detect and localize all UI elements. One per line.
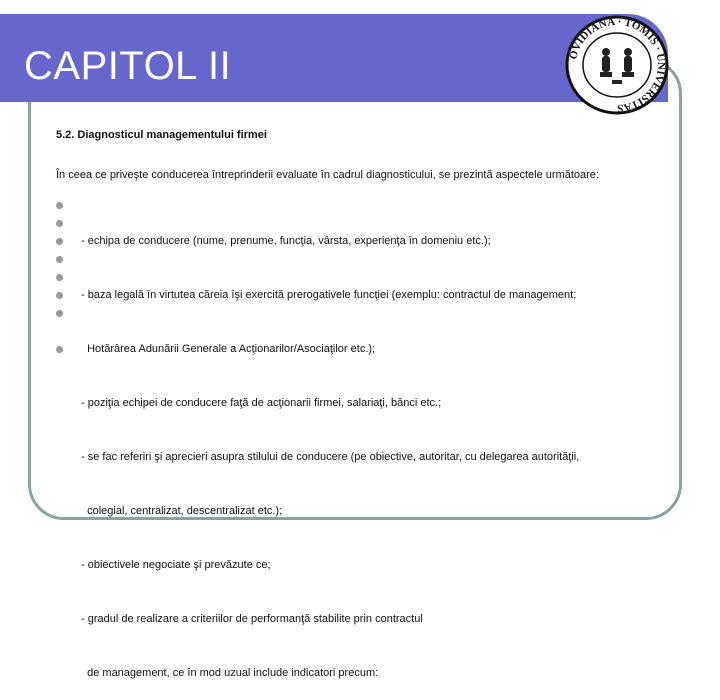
bullet-icon [56, 274, 63, 281]
list-item: colegial, centralizat, descentralizat etc.); [81, 505, 283, 517]
bullet-icon [56, 220, 63, 227]
list-item: - se fac referiri şi aprecieri asupra stilului de conducere (pe obiective, autoritar, cu delegarea autorităţii, [81, 451, 580, 463]
bullet-icon [56, 310, 63, 317]
list-item: Hotărârea Adunării Generale a Acţionarilor/Asociaţilor etc.); [81, 343, 376, 355]
bullet-list [81, 196, 579, 700]
slide-title: CAPITOL II [24, 44, 232, 88]
list-item: - obiectivele negociate şi prevăzute ce; [81, 559, 271, 571]
bullet-icon [56, 292, 63, 299]
list-item: - echipa de conducere (nume, prenume, funcţia, vârsta, experienţa în domeniu etc.); [81, 235, 491, 247]
list-item: de management, ce în mod uzual include indicatori precum: [81, 667, 379, 679]
bullet-icon [56, 346, 63, 353]
section-heading: 5.2. Diagnosticul managementului firmei [56, 129, 267, 141]
list-item: - gradul de realizare a criteriilor de performanţă stabilite prin contractul [81, 613, 423, 625]
list-item: - baza legală în virtutea căreia îşi exercită prerogativele funcţiei (exemplu: contractul de management; [81, 289, 577, 301]
intro-paragraph: În ceea ce priveşte conducerea întreprinderii evaluate în cadrul diagnosticului, se prezintă aspectele următoare: [56, 168, 599, 181]
svg-text:OVIDIANA · TOMIS · UNIVERSITAS: OVIDIANA · TOMIS · UNIVERSITAS [567, 15, 668, 115]
content-area [56, 126, 676, 184]
bullet-icon [56, 256, 63, 263]
list-item: - poziţia echipei de conducere faţă de acţionarii firmei, salariaţi, bănci etc.; [81, 397, 442, 409]
bullet-icon [56, 238, 63, 245]
bullet-icon [56, 202, 63, 209]
university-seal-logo [564, 14, 670, 116]
